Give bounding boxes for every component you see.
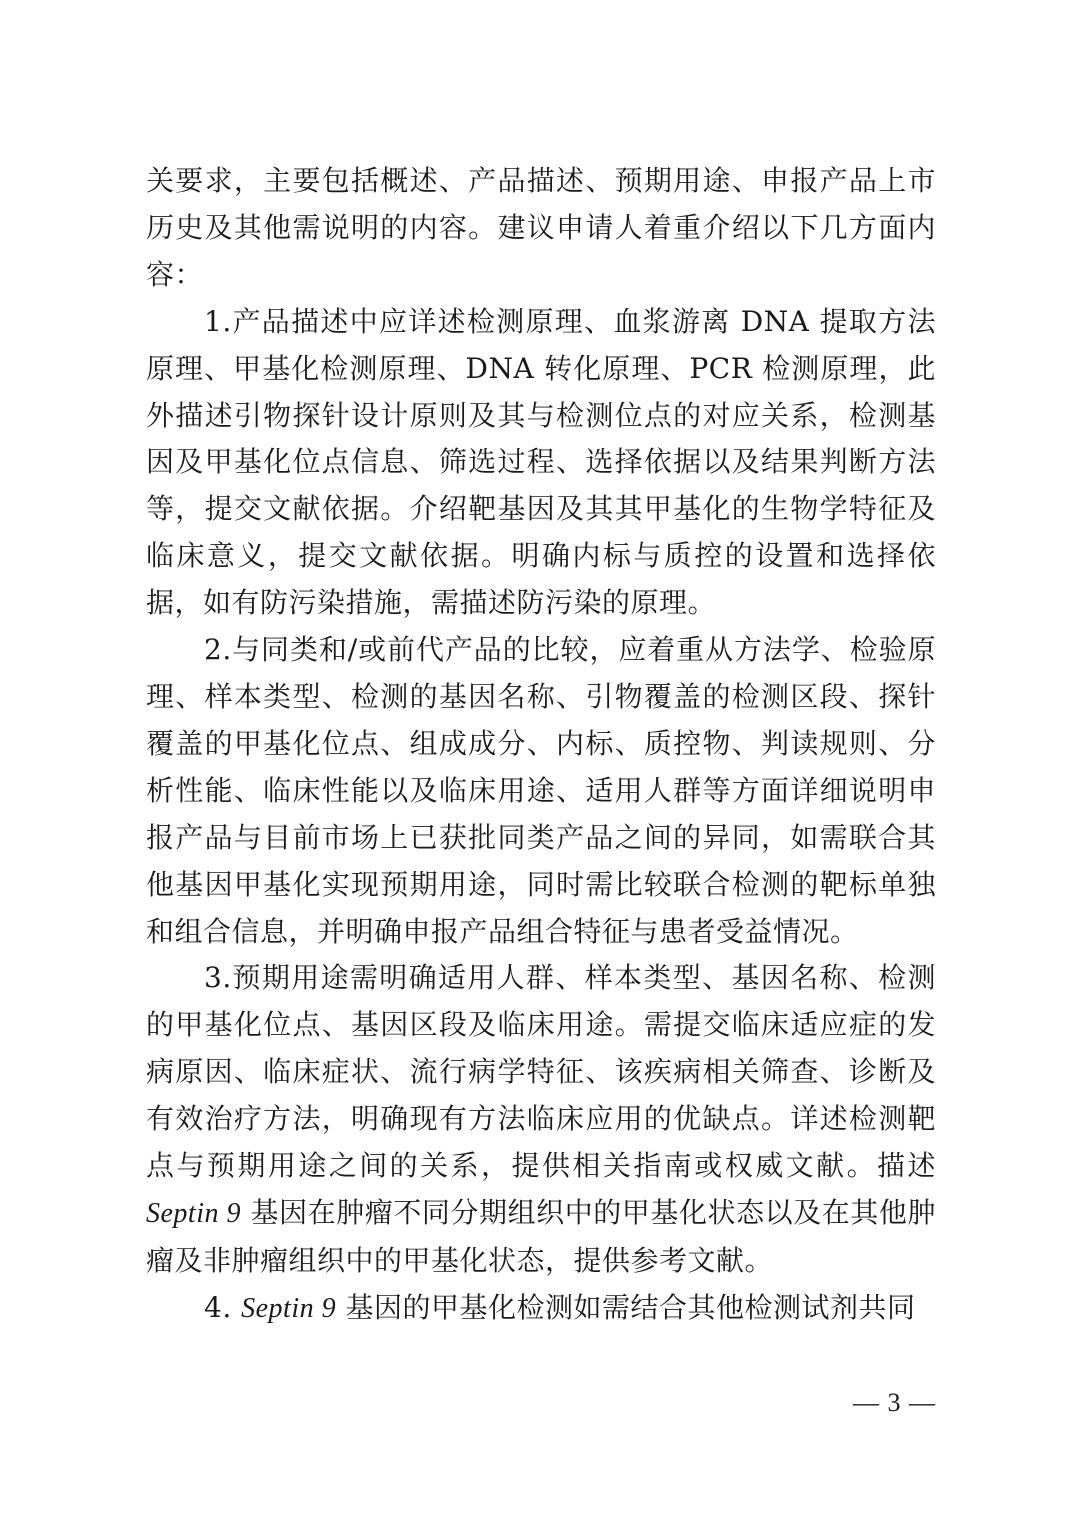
paragraph-item-1 xyxy=(146,299,936,627)
gene-name-septin9: Septin 9 xyxy=(146,1197,242,1229)
paragraph-intro-text: 关要求，主要包括概述、产品描述、预期用途、申报产品上市历史及其他需说明的内容。建议申请人着重介绍以下几方面内容： xyxy=(146,164,936,291)
paragraph-item-3 xyxy=(146,955,936,1284)
gene-name-septin9: Septin 9 xyxy=(241,1292,337,1324)
paragraph-item-2 xyxy=(146,627,936,955)
paragraph-item-3-text-b: 基因在肿瘤不同分期组织中的甲基化状态以及在其他肿瘤及非肿瘤组织中的甲基化状态，提供参考文献。 xyxy=(146,1195,936,1277)
paragraph-item-2-text: 2.与同类和/或前代产品的比较，应着重从方法学、检验原理、样本类型、检测的基因名称、引物覆盖的检测区段、探针覆盖的甲基化位点、组成成分、内标、质控物、判读规则、分析性能、临床性能以及临床用途、适用人群等方面详细说明申报产品与目前市场上已获批同类产品之间的异同，如需联合其他基因甲基化实现预期用途，同时需比较联合检测的靶标单独和组合信息，并明确申报产品组合特征与患者受益情况。 xyxy=(146,633,936,948)
paragraph-item-4 xyxy=(146,1285,936,1333)
body-text xyxy=(146,158,936,1333)
paragraph-item-3-text-a: 3.预期用途需明确适用人群、样本类型、基因名称、检测的甲基化位点、基因区段及临床用途。需提交临床适应症的发病原因、临床症状、流行病学特征、该疾病相关筛查、诊断及有效治疗方法，明确现有方法临床应用的优缺点。详述检测靶点与预期用途之间的关系，提供相关指南或权威文献。描述 xyxy=(146,961,936,1183)
paragraph-item-4-text-a: 4. xyxy=(204,1290,242,1324)
paragraph-item-4-text-b: 基因的甲基化检测如需结合其他检测试剂共同 xyxy=(336,1290,916,1324)
paragraph-intro xyxy=(146,158,936,299)
paragraph-item-1-text: 1.产品描述中应详述检测原理、血浆游离 DNA 提取方法原理、甲基化检测原理、DNA 转化原理、PCR 检测原理，此外描述引物探针设计原则及其与检测位点的对应关系，检测基因及甲基化位点信息、筛选过程、选择依据以及结果判断方法等，提交文献依据。介绍靶基因及其其甲基化的生物学特征及临床意义，提交文献依据。明确内标与质控的设置和选择依据，如有防污染措施，需描述防污染的原理。 xyxy=(146,304,936,620)
page-number: — 3 — xyxy=(853,1388,936,1417)
